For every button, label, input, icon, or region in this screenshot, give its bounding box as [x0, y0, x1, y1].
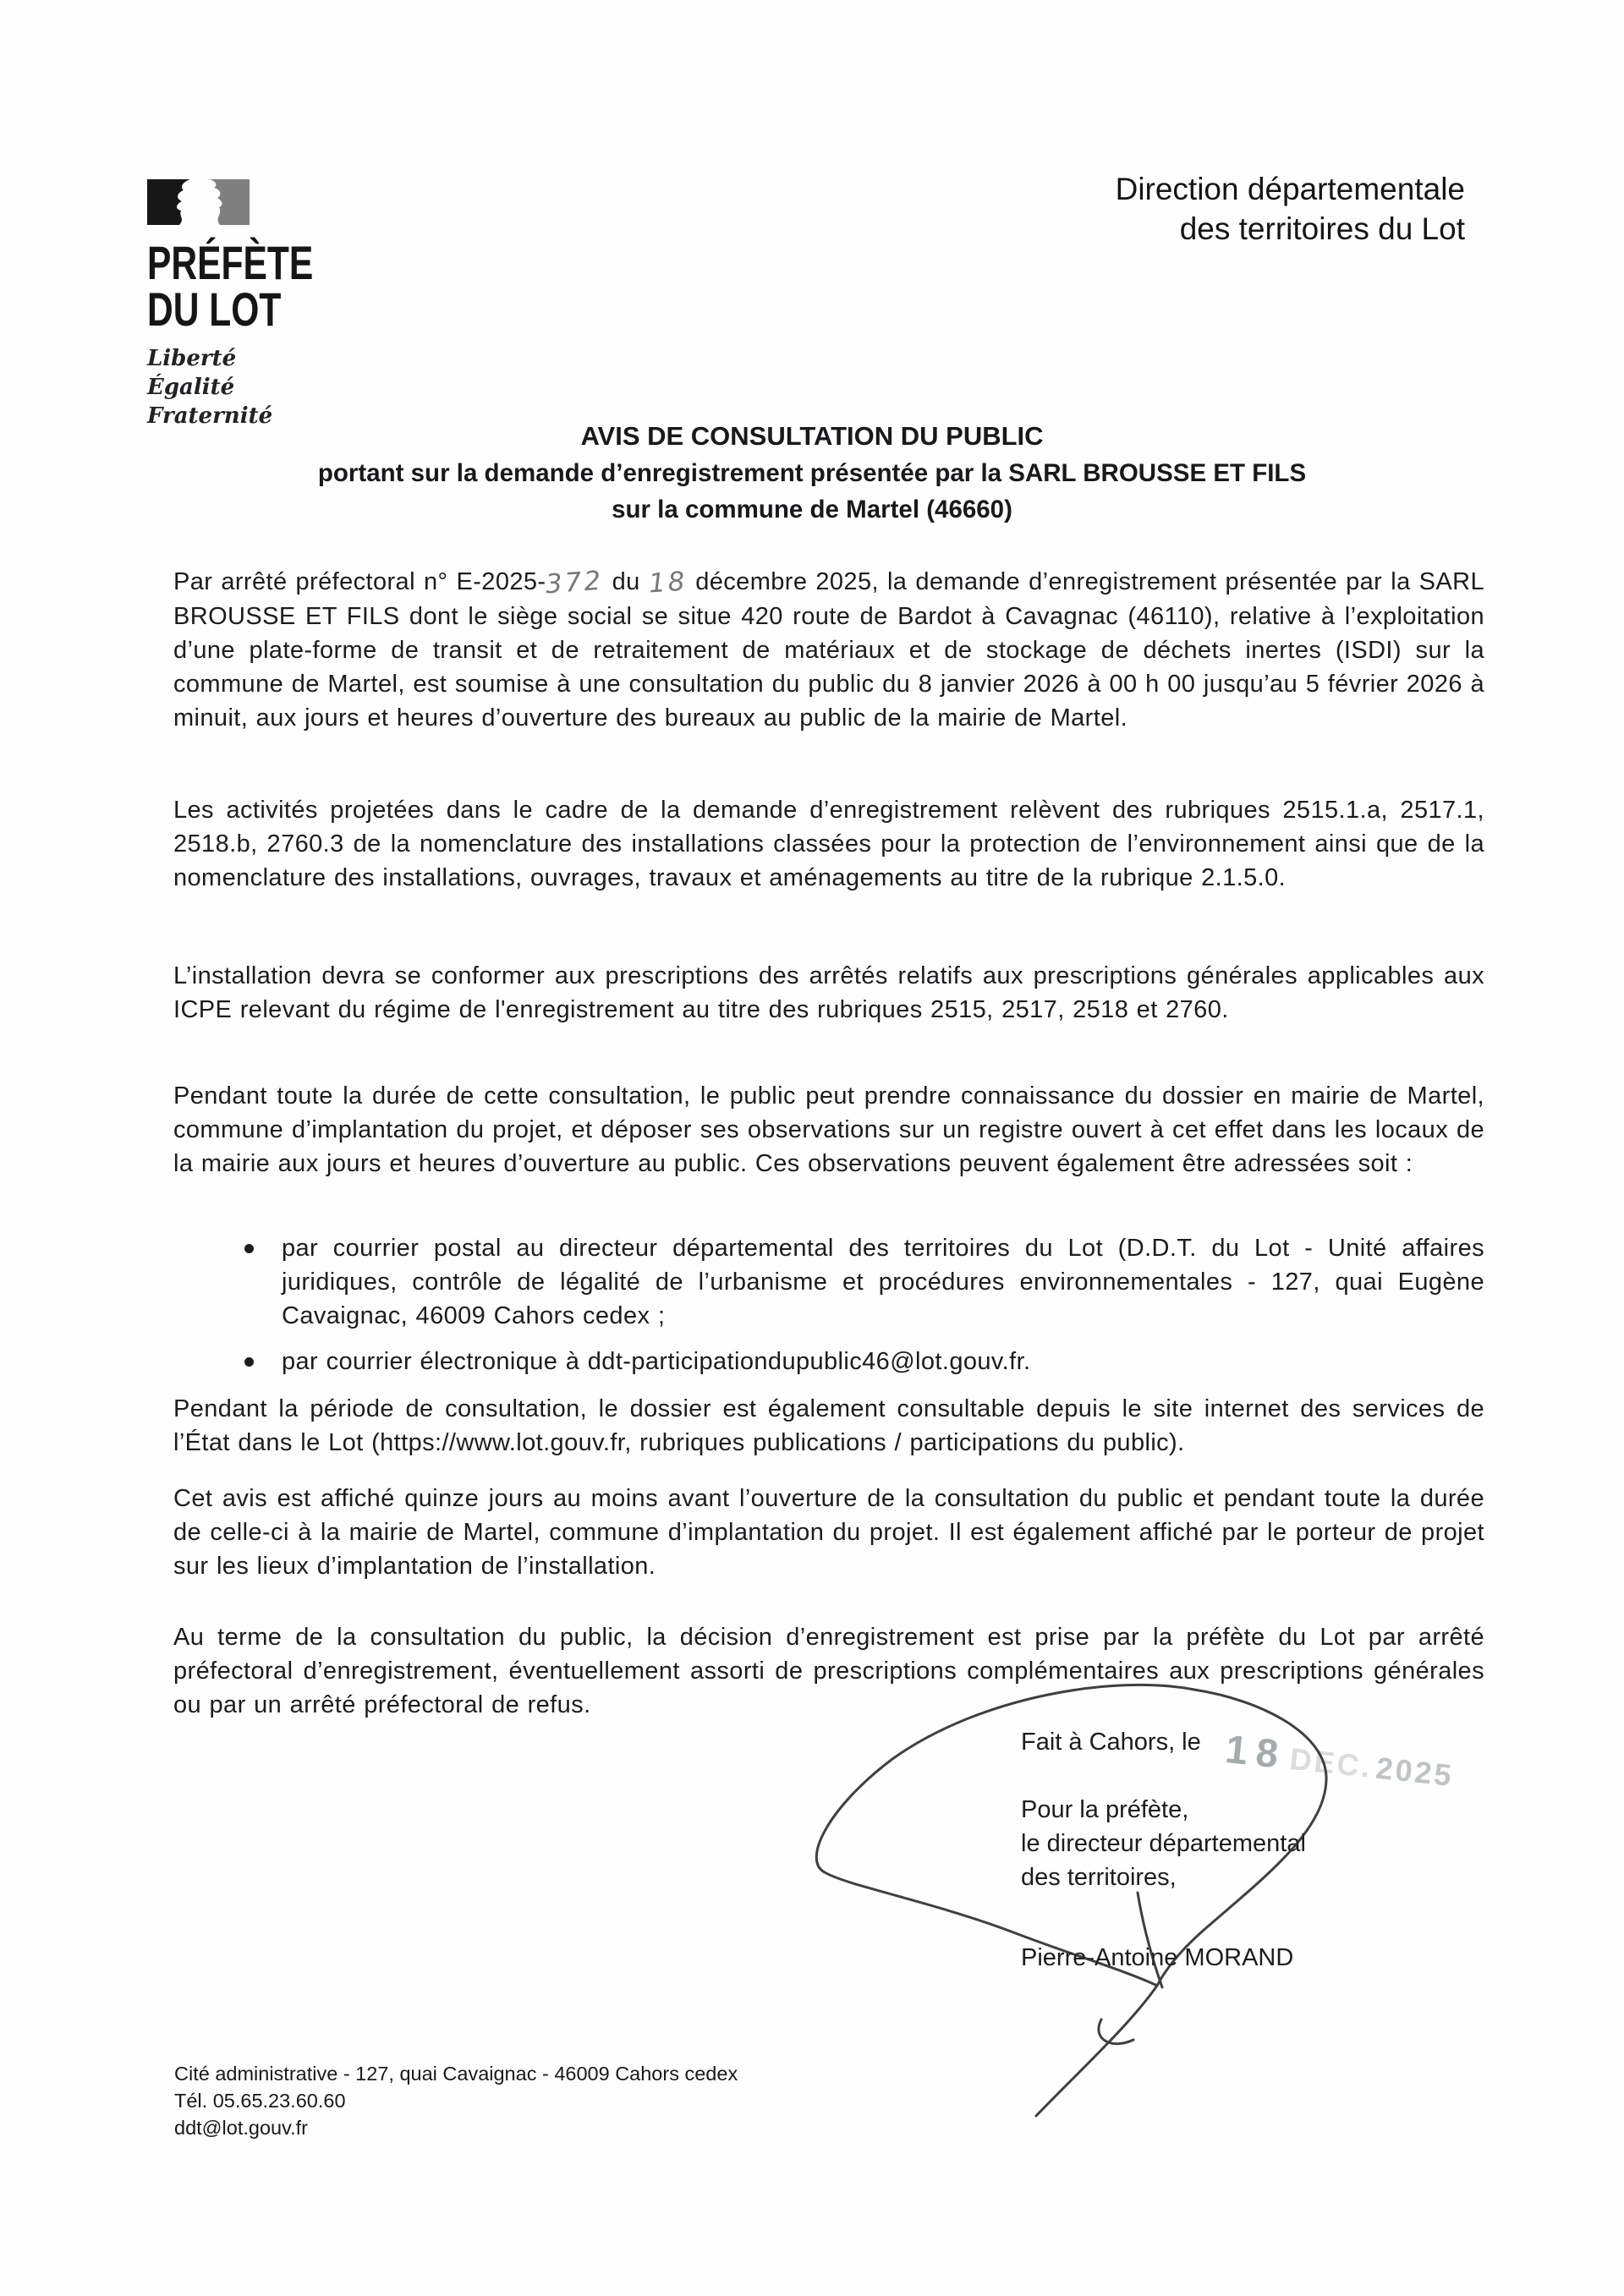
footer-address: Cité administrative - 127, quai Cavaignac - 46009 Cahors cedex [174, 2063, 738, 2085]
handwritten-day: 18 [647, 566, 689, 600]
footer-email: ddt@lot.gouv.fr [174, 2117, 308, 2139]
motto-fraternite: Fraternité [147, 403, 273, 429]
issuing-service [1116, 169, 1465, 249]
signature-delegation-line1: Pour la préfète, [1021, 1796, 1189, 1823]
footer-phone: Tél. 05.65.23.60.60 [174, 2090, 346, 2112]
bullet-courrier-postal: par courrier postal au directeur départemental des territoires du Lot (D.D.T. du Lot - Unité affaires juridiques, contrôle de légalité de l’urbanisme et procédures environnementales - 127, quai Eugène Cavaignac, 46009 Cahors cedex ; [244, 1231, 1484, 1333]
paragraph-affichage: Cet avis est affiché quinze jours au moins avant l’ouverture de la consultation du public et pendant toute la durée de celle-ci à la mairie de Martel, commune d’implantation du projet. Il est également affiché par le porteur de projet sur les lieux d’implantation de l’installation. [173, 1485, 1484, 1580]
p1-text-1: Par arrêté préfectoral n° E-2025- [173, 568, 546, 595]
stamp-day: 18 [1223, 1725, 1289, 1778]
paragraph-site-internet: Pendant la période de consultation, le dossier est également consultable depuis le site internet des services de l’État dans le Lot (https://www.lot.gouv.fr, rubriques publications / participations du public). [173, 1395, 1484, 1456]
prefecture-name [147, 236, 314, 336]
motto-egalite: Égalité [147, 375, 235, 400]
paragraph-prescriptions: L’installation devra se conformer aux prescriptions des arrêtés relatifs aux prescriptions générales applicables aux ICPE relevant du régime de l'enregistrement au titre des rubriques 2515, 2517, 2518 et 2760. [173, 962, 1484, 1023]
prefecture-name-line2: DU LOT [147, 282, 282, 336]
marianne-icon [147, 178, 257, 226]
stamp-year: 2025 [1374, 1750, 1456, 1794]
stamp-month: DEC. [1287, 1740, 1374, 1784]
motto-liberte: Liberté [147, 346, 237, 371]
title-line3: sur la commune de Martel (46660) [612, 496, 1012, 523]
service-line2: des territoires du Lot [1179, 211, 1465, 246]
handwritten-arrete-number: 372 [545, 565, 605, 600]
date-stamp [1223, 1725, 1457, 1795]
title-line2: portant sur la demande d’enregistrement présentée par la SARL BROUSSE ET FILS [317, 459, 1307, 487]
p1-text-2: du [603, 568, 649, 595]
p1-text-3: décembre 2025, la demande d’enregistrement présentée par la SARL BROUSSE ET FILS dont le siège social se situe 420 route de Bardot à Cavagnac (46110), relative à l’exploitation d’une plate-forme de transit et de retraitement de matériaux et de stockage de déchets inertes (ISDI) sur la commune de Martel, est soumise à une consultation du public du 8 janvier 2026 à 00 h 00 jusqu’au 5 février 2026 à minuit, aux jours et heures d’ouverture des bureaux au public de la mairie de Martel. [173, 568, 1484, 732]
bullet-courrier-electronique: par courrier électronique à ddt-participationdupublic46@lot.gouv.fr. [244, 1345, 1484, 1378]
prefecture-name-line1: PRÉFÈTE [147, 236, 314, 289]
paragraph-consultation: Pendant toute la durée de cette consultation, le public peut prendre connaissance du dossier en mairie de Martel, commune d’implantation du projet, et déposer ses observations sur un registre ouvert à cet effet dans les locaux de la mairie aux jours et heures d’ouverture au public. Ces observations peuvent également être adressées soit : [173, 1082, 1484, 1177]
republic-logo [147, 178, 365, 430]
signatory-name: Pierre-Antoine MORAND [1021, 1944, 1294, 1971]
title-line1: AVIS DE CONSULTATION DU PUBLIC [580, 421, 1044, 451]
signature-place-line: Fait à Cahors, le [1021, 1729, 1201, 1756]
document-title [152, 418, 1472, 528]
paragraph-decision: Au terme de la consultation du public, la décision d’enregistrement est prise par la préfète du Lot par arrêté préfectoral d’enregistrement, éventuellement assorti de prescriptions complémentaires aux prescriptions générales ou par un arrêté préfectoral de refus. [173, 1624, 1484, 1718]
footer-contact [174, 2060, 738, 2141]
paragraph-arrete [173, 565, 1484, 735]
signature-delegation-line2: le directeur départemental [1021, 1830, 1306, 1857]
signature-delegation-line3: des territoires, [1021, 1864, 1177, 1891]
paragraph-rubriques: Les activités projetées dans le cadre de la demande d’enregistrement relèvent des rubriques 2515.1.a, 2517.1, 2518.b, 2760.3 de la nomenclature des installations classées pour la protection de l’environnement ainsi que de la nomenclature des installations, ouvrages, travaux et aménagements au titre de la rubrique 2.1.5.0. [173, 797, 1484, 891]
service-line1: Direction départementale [1115, 172, 1465, 206]
